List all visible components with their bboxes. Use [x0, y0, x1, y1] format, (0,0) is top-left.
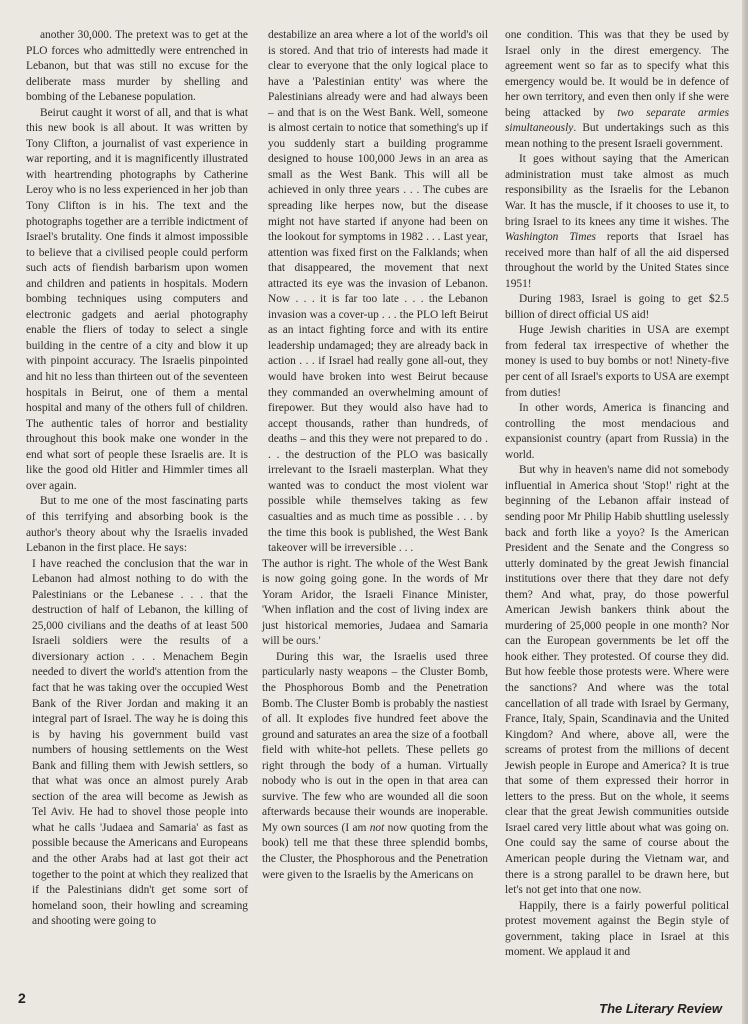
- article-paragraph: [262, 650, 488, 883]
- article-paragraph: [262, 557, 488, 650]
- block-quote-paragraph: [268, 28, 488, 557]
- article-paragraph: [505, 323, 729, 401]
- paragraph-text: Happily, there is a fairly powerful political protest movement against the Begin style of government, taking place in Israel at this moment. We applaud it and: [505, 899, 729, 959]
- paragraph-text: I have reached the conclusion that the war in Lebanon had almost nothing to do with the Palestinians or the Lebanese . . . that the destruction of half of Lebanon, the killing of 25,000 civilians and the deaths of at least 500 Israeli soldiers were the results of a diversionary action . . . Menachem Begin needed to divert the world's attention from the fact that he was taking over the occupied West Bank of the River Jordan and making it an integral part of Israel. The way he is doing this is by having his government build vast numbers of housing settlements on the West Bank and filling them with Jewish settlers, so that what was once an almost purely Arab section of the area will become as Jewish as Tel Aviv. He had to shovel those people into what he calls 'Judaea and Samaria' as fast as possible because the Americans and Europeans and the other Arabs had at last got their act together to the point at which they realized that if the Palestinians didn't get some sort of homeland soon, their howling and screaming and shooting were going to: [32, 557, 248, 928]
- paragraph-text: It goes without saying that the American administration must take almost as much responsibility as the Israelis for the Lebanon War. It has the muscle, if it chooses to use it, to bring Israel to its knees any time it wishes. The: [505, 153, 729, 228]
- paragraph-text: reports that Israel has received more than half of all the aid dispersed throughout the world by the United States since 1951!: [505, 231, 729, 290]
- article-paragraph: [505, 292, 729, 323]
- article-paragraph: [505, 463, 729, 898]
- article-column-1: [26, 28, 248, 930]
- italic-text: not: [369, 821, 385, 834]
- paragraph-text: another 30,000. The pretext was to get at the PLO forces who admittedly were entrenched in Lebanon, but that was still no excuse for the deliberate mass murder by shelling and bombing of the Lebanese population.: [26, 29, 248, 104]
- paragraph-text: The author is right. The whole of the West Bank is now going going gone. In the words of Mr Yoram Aridor, the Israeli Finance Minister, 'When inflation and the cost of living index are just historical memories, Judaea and Samaria will be ours.': [262, 557, 488, 648]
- article-column-3: [505, 28, 729, 961]
- block-quote-paragraph: [32, 557, 248, 930]
- paragraph-text: . But undertakings such as this mean nothing to the present Israeli government.: [505, 122, 729, 150]
- publication-title: The Literary Review: [599, 1001, 722, 1016]
- paragraph-text: But to me one of the most fascinating parts of this terrifying and absorbing book is the author's theory about why the Israelis invaded Lebanon in the first place. He says:: [26, 495, 248, 555]
- paragraph-text: destabilize an area where a lot of the world's oil is stored. And that trio of interests had made it clear to everyone that the only logical place to have a 'Palestinian entity' was where the Palestinians already were and had always been – and that is on the West Bank. Well, someone is almost certain to notice that something's up if you suddenly start a building programme designed to house 100,000 Jews in an area as small as the West Bank. This will all be achieved in only three years . . . The cubes are spreading like herpes now, but the disease might not have started if anyone had been on the lookout for symptoms in 1982 . . . Last year, attention was fixed first on the Falklands; when that disappeared, the movement that next attracted its eye was the invasion of Lebanon. Now . . . it is far too late . . . the Lebanon invasion was a cover-up . . . the PLO left Beirut as an intact fighting force and with its entire leadership undamaged; they are already back in action . . . if Israel had really gone all-out, they would have broken into west Beirut because they commanded an overwhelming amount of firepower. But they would also have had to accept thousands, rather than hundreds, of deaths – and this they were not prepared to do . . . the destruction of the PLO was basically irrelevant to the Israeli masterplan. What they wanted was to conduct the most violent war possible while themselves taking as few casualties and as much time as possible . . . by the time this book is published, the West Bank takeover will be irreversible . . .: [268, 29, 488, 555]
- page-edge: [742, 0, 748, 1024]
- italic-text: Washington Times: [505, 231, 596, 244]
- paragraph-text: In other words, America is financing and controlling the most mendacious and expansionist country (apart from Russia) in the world.: [505, 402, 729, 461]
- page-number: 2: [18, 990, 26, 1006]
- paragraph-text: Huge Jewish charities in USA are exempt from federal tax irrespective of whether the money is used to buy bombs or not! Ninety-five per cent of all Israel's exports to USA are exempt from duties!: [505, 324, 729, 399]
- italic-text: two separate armies simultaneously: [505, 106, 730, 135]
- article-paragraph: [26, 494, 248, 556]
- paragraph-text: During this war, the Israelis used three particularly nasty weapons – the Cluster Bomb, the Phosphorous Bomb and the Penetration Bomb. The Cluster Bomb is probably the nastiest of all. It explodes five hundred feet above the ground and saturates an area the size of a football field with white-hot pellets. These pellets go right through the body of a human. Virtually nobody who is out in the open in that area can survive. The few who are wounded all die soon afterwards because their wounds are inoperable. My own sources (I am: [262, 650, 488, 834]
- paragraph-text: now quoting from the book) tell me that these three splendid bombs, the Cluster, the Phosphorous and the Penetration were given to the Israelis by the Americans on: [262, 821, 488, 881]
- article-paragraph: [505, 899, 729, 961]
- paragraph-text: Beirut caught it worst of all, and that is what this new book is all about. It was written by Tony Clifton, a journalist of vast experience in war reporting, and it is magnificently illustrated with heartrending photographs by Catherine Leroy who is no less experienced in her job than Tony Clifton is in his. The text and the photographs together are a terrible indictment of Israel's brutality. One finds it almost impossible to believe that a civilised people could perform such acts of fiendish barbarism upon women and children and patients in hospitals. Modern bombing techniques using computers and electronic gadgets and aerial photography enable the fliers of today to select a single building in the centre of a city and blow it up with pinpoint accuracy. The Israelis pinpointed and hit no less than thirteen out of the seventeen hospitals in Beirut, one of them a mental hospital and many of the others full of children. The authentic tales of horror and bestiality throughout this book make one wonder in the end what sort of people these Israelis are. It is like the good old Hitler and Himmler times all over again.: [26, 106, 248, 492]
- paragraph-text: During 1983, Israel is going to get $2.5 billion of direct official US aid!: [505, 293, 729, 321]
- article-paragraph: [26, 106, 248, 495]
- article-paragraph: [505, 401, 729, 463]
- article-column-2: [262, 28, 488, 883]
- paragraph-text: one condition. This was that they be used by Israel only in the direst emergency. The agreement went so far as to specify what this emergency would be. It would be in defence of her own territory, and even then only if she were being attacked by: [505, 29, 729, 119]
- article-paragraph: [26, 28, 248, 106]
- paragraph-text: But why in heaven's name did not somebody influential in America shout 'Stop!' right at the beginning of the Lebanon affair instead of sending poor Mr Philip Habib shuttling uselessly back and forth like a yoyo? Is the American President and the Senate and the Congress so utterly dominated by the great Jewish financial institutions over there that they dare not defy them? And what, pray, do those powerful American Jewish bankers think about the murdering of 25,000 people in one month? Nor can the European governments be let off the hook either. They protested. Of course they did. But how feeble those protests were. Where were the sanctions? And where was the total cancellation of all trade with Israel by Germany, France, Italy, Spain, Scandinavia and the United Kingdom? And where, above all, were the screams of protest from the millions of decent Jewish people in Europe and America? It is true that some of them expressed their horror in letters to the press. But on the whole, it seems clear that the great Jewish communities outside Israel cared very little about what was going on. One could say the same of course about the American people during the Vietnam war, and there is a strong parallel to be drawn here, but let's not get into that one now.: [505, 464, 729, 897]
- article-paragraph: [505, 152, 729, 292]
- article-paragraph: [505, 28, 729, 152]
